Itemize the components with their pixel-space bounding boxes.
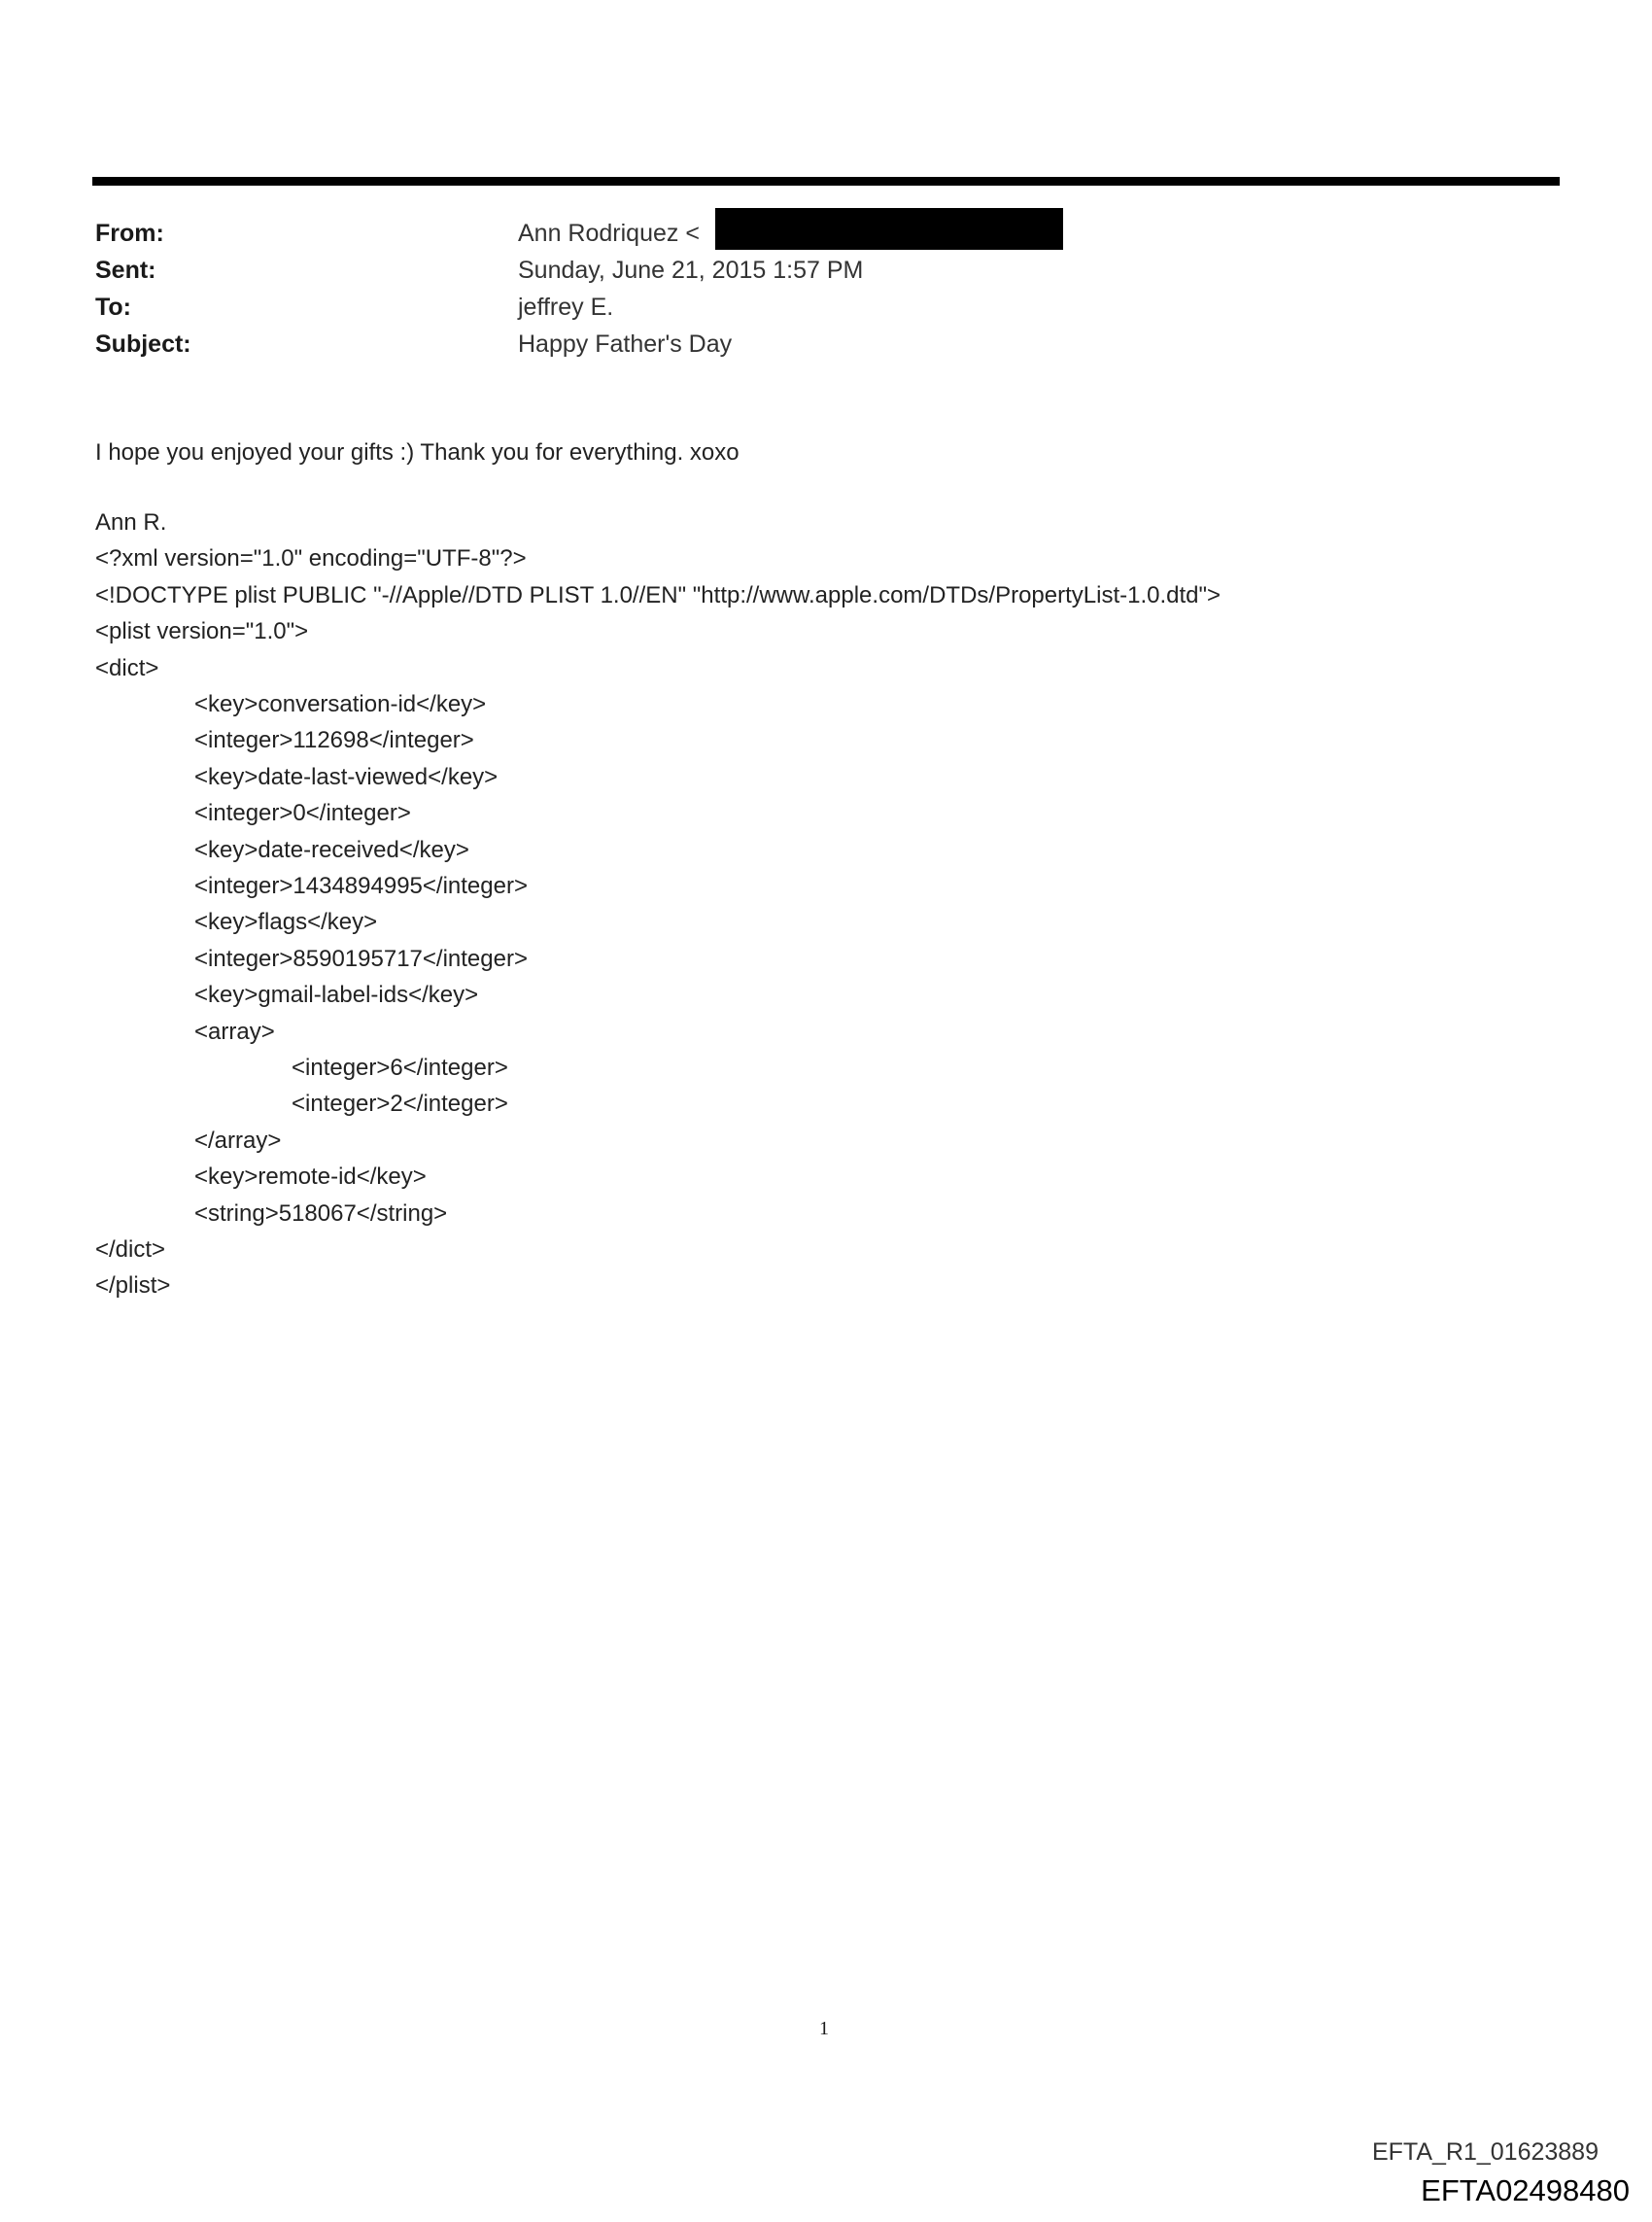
plist-line: <integer>1434894995</integer> xyxy=(194,873,528,899)
plist-line: <integer>8590195717</integer> xyxy=(194,945,528,972)
header-rule xyxy=(92,177,1560,186)
page-number: 1 xyxy=(819,2018,829,2039)
plist-line: <integer>112698</integer> xyxy=(194,727,474,754)
plist-line: <key>remote-id</key> xyxy=(194,1163,427,1191)
plist-line: <string>518067</string> xyxy=(194,1199,448,1227)
plist-line: <integer>0</integer> xyxy=(194,800,411,827)
plist-line: </dict> xyxy=(95,1236,166,1263)
plist-line: <plist version="1.0"> xyxy=(95,618,309,645)
sent-label: Sent: xyxy=(95,257,156,284)
plist-line: <integer>6</integer> xyxy=(292,1055,508,1081)
from-value: Ann Rodriquez < xyxy=(518,220,700,247)
plist-line: <integer>2</integer> xyxy=(292,1091,508,1118)
sent-value: Sunday, June 21, 2015 1:57 PM xyxy=(518,257,864,284)
plist-line: </plist> xyxy=(95,1272,171,1300)
plist-line: <key>date-received</key> xyxy=(194,836,469,863)
subject-value: Happy Father's Day xyxy=(518,330,733,358)
bates-stamp-id: EFTA02498480 xyxy=(1421,2173,1630,2207)
plist-line: <dict> xyxy=(95,654,159,681)
plist-line: Ann R. xyxy=(95,509,167,536)
plist-line: <array> xyxy=(194,1018,275,1045)
subject-label: Subject: xyxy=(95,330,191,358)
bates-stamp-r1: EFTA_R1_01623889 xyxy=(1371,2138,1599,2166)
redaction-box xyxy=(715,208,1063,250)
to-label: To: xyxy=(95,294,132,321)
plist-line: <?xml version="1.0" encoding="UTF-8"?> xyxy=(95,545,527,573)
plist-line: <!DOCTYPE plist PUBLIC "-//Apple//DTD PLIST 1.0//EN" "http://www.apple.com/DTDs/PropertyList-1.0.dtd"> xyxy=(95,581,1222,608)
plist-line: </array> xyxy=(194,1127,282,1154)
plist-line: <key>conversation-id</key> xyxy=(194,691,487,717)
plist-line: <key>flags</key> xyxy=(194,909,378,936)
message-text: I hope you enjoyed your gifts :) Thank you for everything. xoxo xyxy=(95,439,740,466)
plist-line: <key>date-last-viewed</key> xyxy=(194,763,499,790)
plist-line: <key>gmail-label-ids</key> xyxy=(194,982,479,1009)
to-value: jeffrey E. xyxy=(518,294,614,321)
from-label: From: xyxy=(95,220,164,247)
